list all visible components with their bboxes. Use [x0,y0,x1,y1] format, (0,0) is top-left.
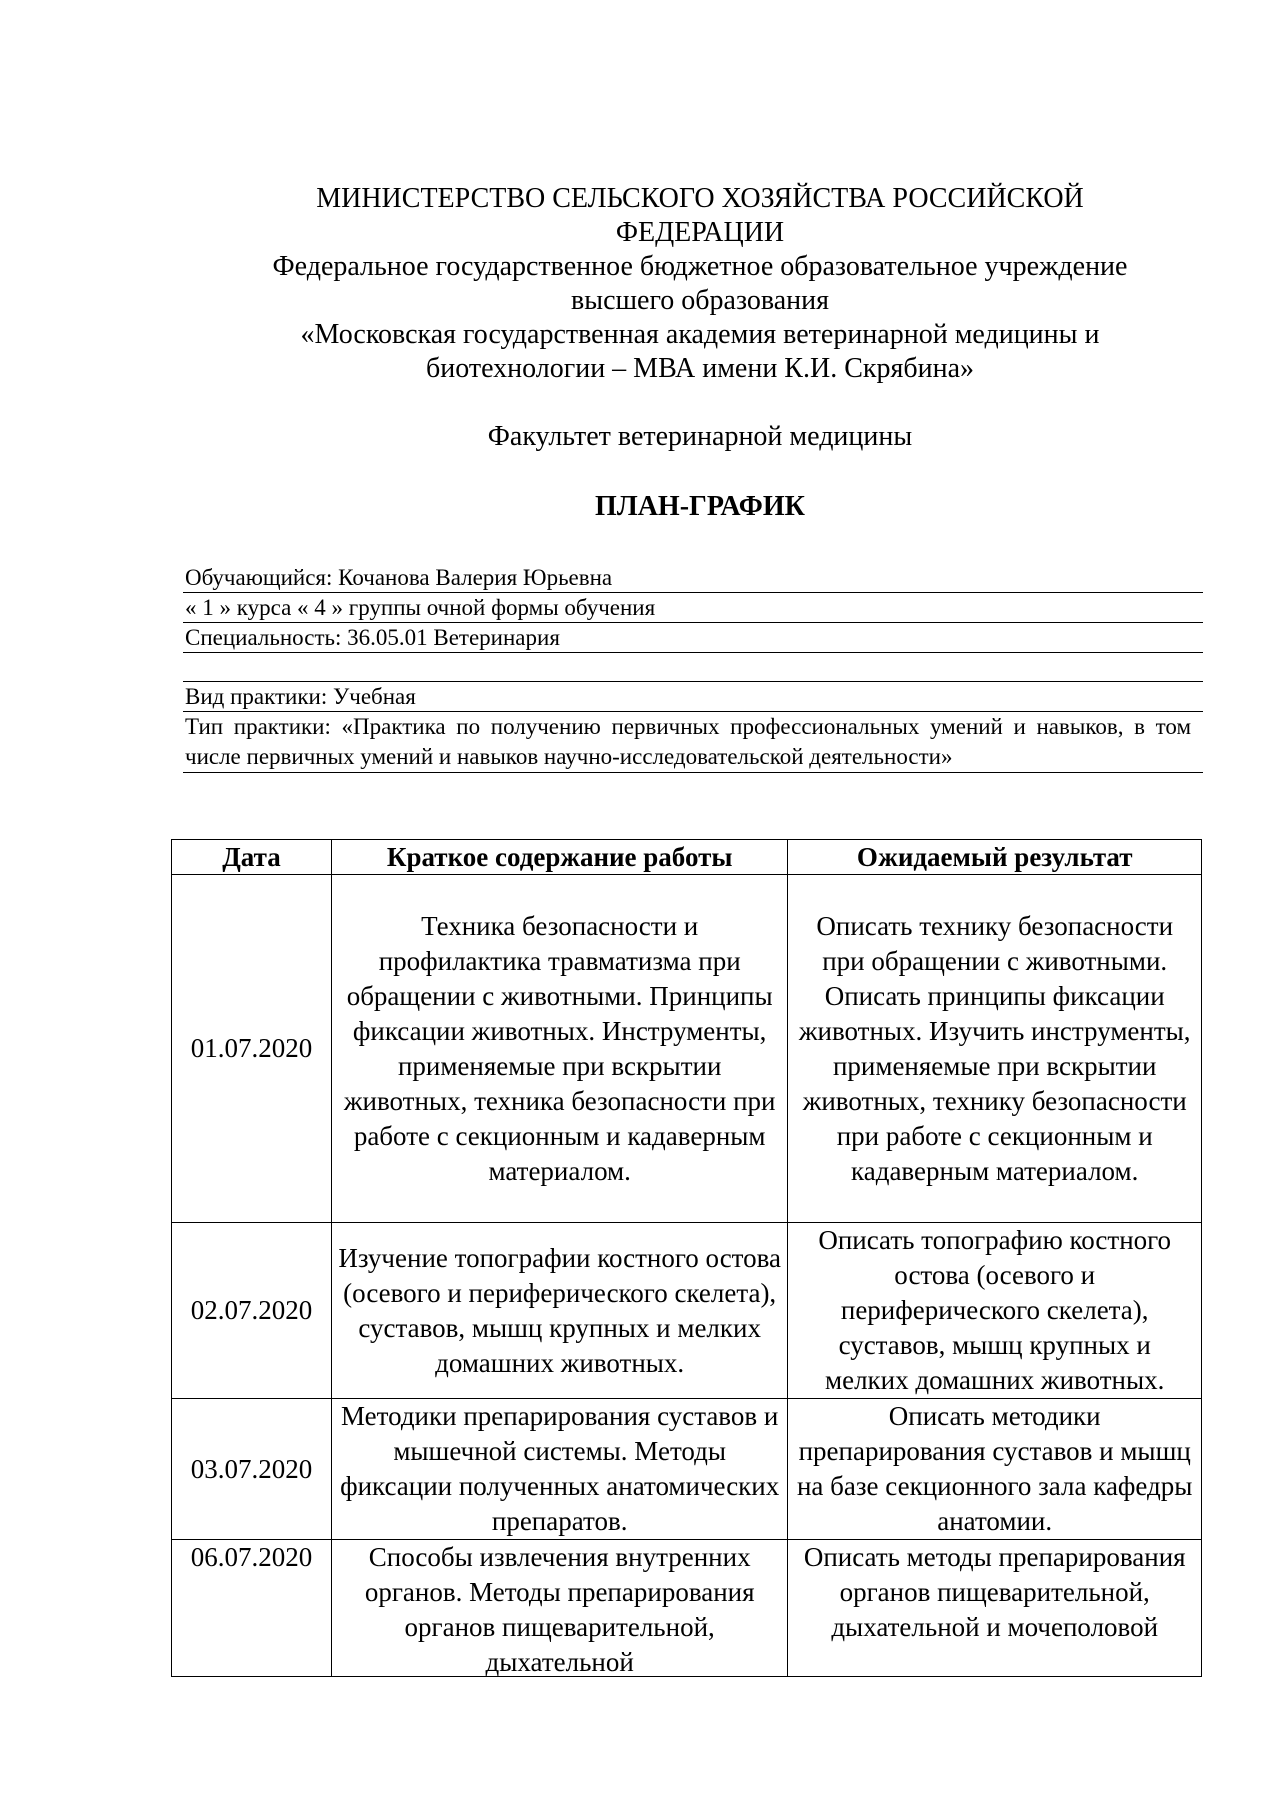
header-date: Дата [172,840,332,875]
table-header-row [172,840,1202,875]
academy-line-1: «Московская государственная академия ветеринарной медицины и [300,319,1100,350]
institution-line-2: высшего образования [571,285,829,316]
student-name: Обучающийся: Кочанова Валерия Юрьевна [183,563,1203,593]
row-result: Описать методики препарирования суставов и мышц на базе секционного зала кафедры анатомии. [788,1399,1202,1540]
row-content: Изучение топографии костного остова (осевого и периферического скелета), суставов, мышц крупных и мелких домашних животных. [331,1223,787,1399]
row-date: 01.07.2020 [172,875,332,1223]
row-content [331,1540,787,1677]
practice-type: Тип практики: «Практика по получению первичных профессиональных умений и навыков, в том числе первичных умений и навыков научно-исследовательской деятельности» [183,712,1203,773]
academy-line-2: биотехнологии – МВА имени К.И. Скрябина» [425,353,975,384]
table-row [172,875,1202,1223]
header-content: Краткое содержание работы [331,840,787,875]
document-header [200,182,1200,524]
table-row [172,1223,1202,1399]
student-info [183,563,1203,773]
practice-kind: Вид практики: Учебная [183,682,1203,712]
course-group: « 1 » курса « 4 » группы очной формы обучения [183,593,1203,623]
row-date: 02.07.2020 [172,1223,332,1399]
ministry-line-1: МИНИСТЕРСТВО СЕЛЬСКОГО ХОЗЯЙСТВА РОССИЙСКОЙ [316,183,1084,214]
row-result: Описать топографию костного остова (осевого и периферического скелета), суставов, мышц крупных и мелких домашних животных. [788,1223,1202,1399]
row-content-text: Способы извлечения внутренних органов. Методы препарирования органов пищеварительной, дыхательной [364,1542,755,1676]
institution-line-1: Федеральное государственное бюджетное образовательное учреждение [272,251,1128,282]
row-result: Описать технику безопасности при обращении с животными. Описать принципы фиксации животных. Изучить инструменты, применяемые при вскрытии животных, технику безопасности при работе с секционным и кадаверным материалом. [788,875,1202,1223]
table-row [172,1399,1202,1540]
plan-table [171,839,1202,1677]
row-date: 03.07.2020 [172,1399,332,1540]
row-result-text: Описать методы препарирования органов пищеварительной, дыхательной и мочеполовой [803,1542,1186,1642]
ministry-line-2: ФЕДЕРАЦИИ [615,217,785,248]
faculty-name: Факультет ветеринарной медицины [487,421,913,452]
row-result [788,1540,1202,1677]
row-content: Методики препарирования суставов и мышечной системы. Методы фиксации полученных анатомических препаратов. [331,1399,787,1540]
table-row [172,1540,1202,1677]
row-date: 06.07.2020 [172,1540,332,1677]
blank-line [183,653,1203,682]
specialty: Специальность: 36.05.01 Ветеринария [183,623,1203,653]
document-title: ПЛАН-ГРАФИК [595,491,805,522]
header-result: Ожидаемый результат [788,840,1202,875]
row-content: Техника безопасности и профилактика травматизма при обращении с животными. Принципы фиксации животных. Инструменты, применяемые при вскрытии животных, техника безопасности при работе с секционным и кадаверным материалом. [331,875,787,1223]
